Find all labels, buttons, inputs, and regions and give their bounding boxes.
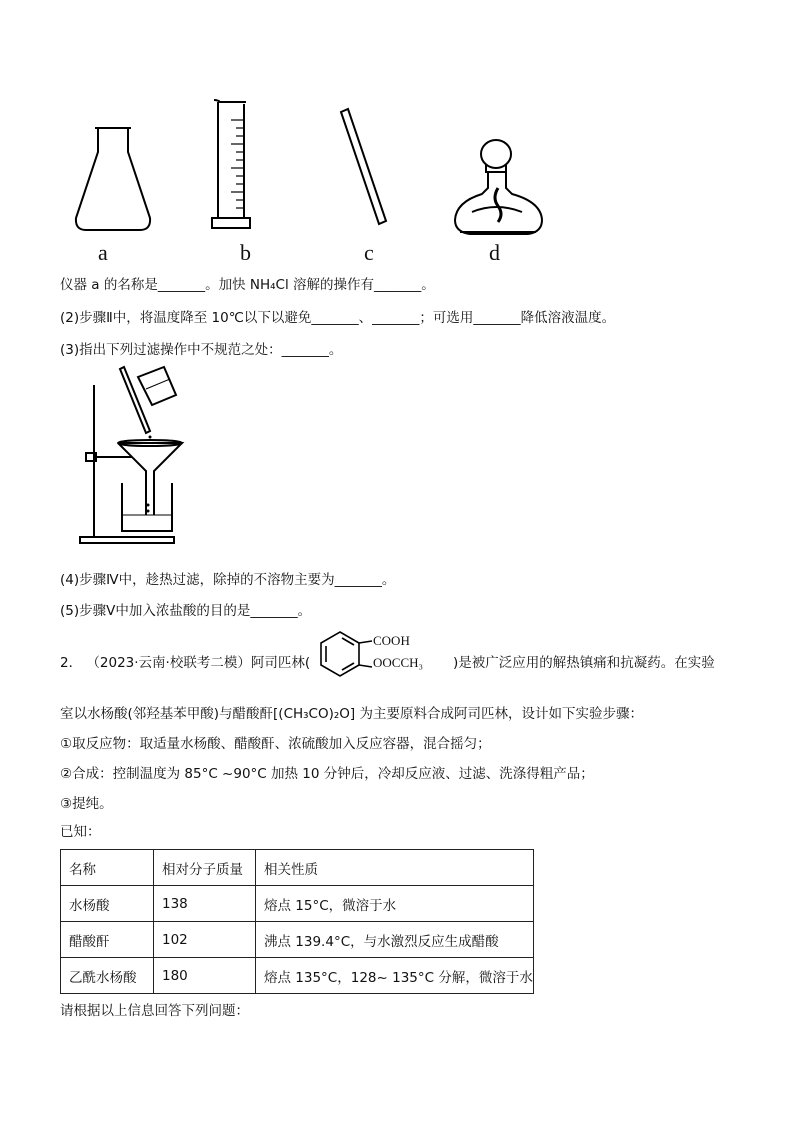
apparatus-label-b: b: [240, 240, 251, 265]
table-row: [61, 958, 534, 994]
step-1: ①取反应物：取适量水杨酸、醋酸酐、浓硫酸加入反应容器，混合摇匀；: [60, 736, 491, 752]
question-1: 仪器 a 的名称是_______。加快 NH₄Cl 溶解的操作有_______。: [60, 277, 435, 293]
filtration-figure: [78, 365, 188, 550]
problem-source: （2023·云南·校联考二模）: [86, 655, 251, 671]
graduated-cylinder-icon: [212, 100, 250, 228]
table-cell: 138: [154, 886, 256, 922]
table-cell: 熔点 15°C，微溶于水: [256, 886, 534, 922]
table-row: [61, 922, 534, 958]
table-cell: 乙酰水杨酸: [61, 958, 154, 994]
formula-suffix-text: )是被广泛应用的解热镇痛和抗凝药。在实验: [453, 655, 715, 671]
glass-rod-icon: [341, 109, 386, 224]
table-header-cell: 名称: [61, 850, 154, 886]
benzene-ring-structure: [318, 630, 378, 688]
table-cell: 沸点 139.4°C，与水激烈反应生成醋酸: [256, 922, 534, 958]
alcohol-lamp-icon: [455, 140, 542, 234]
table-header-row: [61, 850, 534, 886]
problem-number: 2．: [60, 655, 83, 671]
properties-table: [60, 849, 534, 994]
question-3: (3)指出下列过滤操作中不规范之处：_______。: [60, 342, 343, 358]
step-2: ②合成：控制温度为 85°C ~90°C 加热 10 分钟后，冷却反应液、过滤、洗涤得粗产品；: [60, 766, 594, 782]
known-label: 已知：: [60, 824, 101, 840]
question-2: (2)步骤Ⅱ中，将温度降至 10℃以下以避免_______、_______；可选用_______降低溶液温度。: [60, 310, 616, 326]
table-header-cell: 相对分子质量: [154, 850, 256, 886]
table-cell: 水杨酸: [61, 886, 154, 922]
question-5: (5)步骤Ⅴ中加入浓盐酸的目的是_______。: [60, 603, 312, 619]
table-cell: 180: [154, 958, 256, 994]
formula-oocch3: OOCCH₃: [373, 655, 424, 670]
erlenmeyer-flask-icon: [76, 128, 150, 230]
problem-2-line-1: [60, 654, 310, 672]
apparatus-drawings: [60, 90, 560, 250]
apparatus-label-a: a: [98, 240, 108, 265]
closing-prompt: 请根据以上信息回答下列问题：: [60, 1003, 249, 1019]
apparatus-label-d: d: [489, 240, 500, 265]
formula-prefix-text: 阿司匹林(: [250, 655, 311, 671]
table-cell: 熔点 135°C，128~ 135°C 分解，微溶于水: [256, 958, 534, 994]
table-header-cell: 相关性质: [256, 850, 534, 886]
formula-cooh: COOH: [373, 633, 410, 648]
apparatus-label-c: c: [364, 240, 374, 265]
table-cell: 102: [154, 922, 256, 958]
table-row: [61, 886, 534, 922]
question-4: (4)步骤Ⅳ中，趁热过滤，除掉的不溶物主要为_______。: [60, 572, 396, 588]
step-3: ③提纯。: [60, 796, 113, 812]
problem-2-line-2: 室以水杨酸(邻羟基苯甲酸)与醋酸酐[(CH₃CO)₂O] 为主要原料合成阿司匹林，设计如下实验步骤：: [60, 706, 643, 722]
table-cell: 醋酸酐: [61, 922, 154, 958]
